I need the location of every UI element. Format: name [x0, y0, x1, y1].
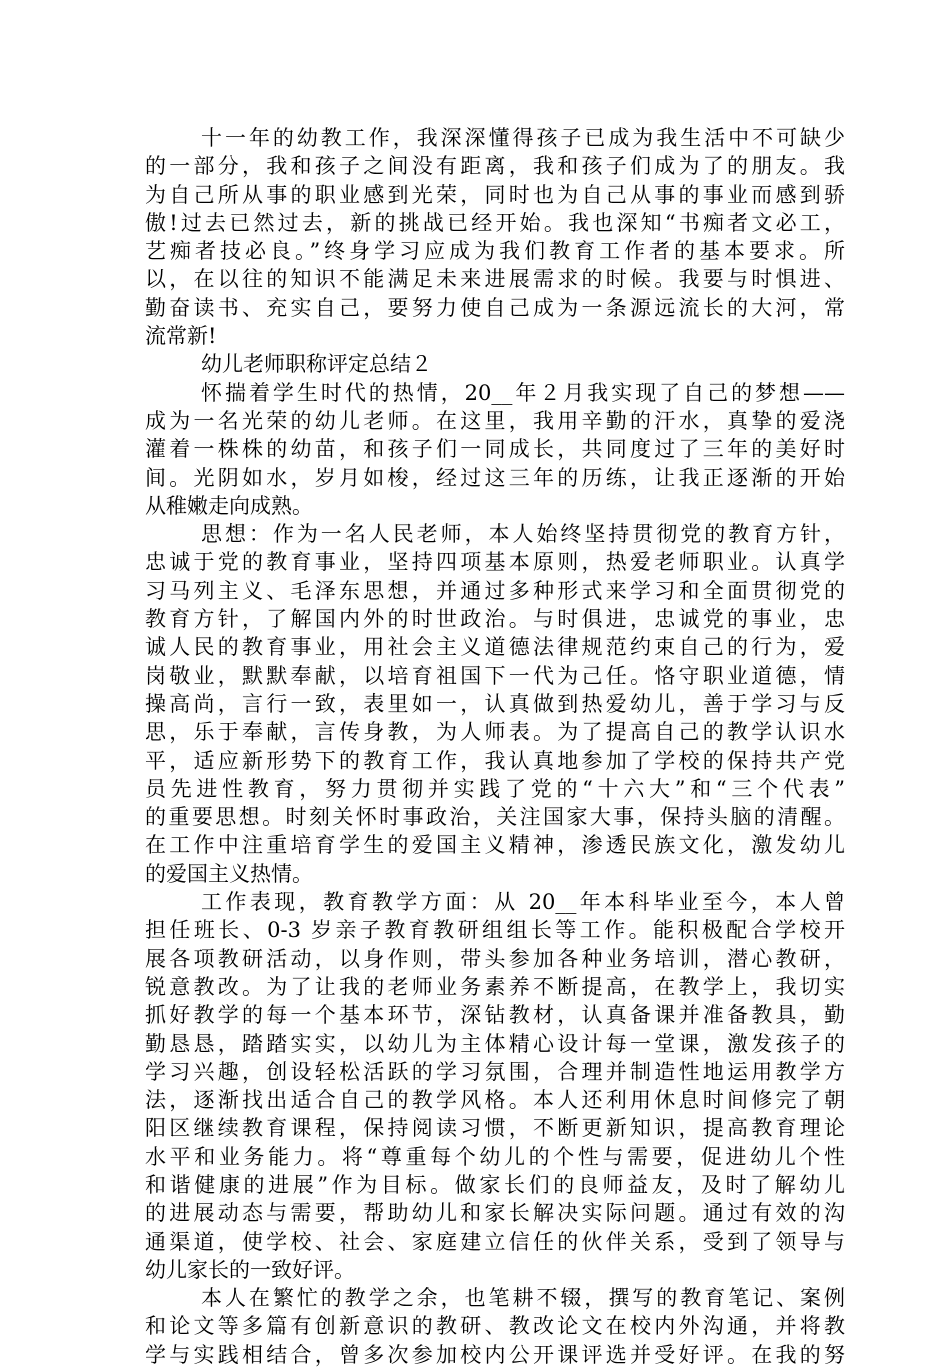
text-line: 和谐健康的进展”作为目标。做家长们的良师益友，及时了解幼儿 — [145, 1172, 845, 1197]
text-line: 怀揣着学生时代的热情，20__年２月我实现了自己的梦想—— — [201, 380, 845, 405]
text-line: 和论文等多篇有创新意识的教研、教改论文在校内外沟通，并将教 — [145, 1314, 845, 1339]
text-line: 的爱国主义热情。 — [145, 861, 313, 886]
text-line: 展各项教研活动，以身作则，带头参加各种业务培训，潜心教研， — [145, 946, 845, 971]
text-line: 灌着一株株的幼苗，和孩子们一同成长，共同度过了三年的美好时 — [145, 437, 845, 462]
document-body — [145, 124, 845, 1369]
text-line: 忠诚于党的教育事业，坚持四项基本原则，热爱老师职业。认真学 — [145, 550, 845, 575]
text-line: 在工作中注重培育学生的爱国主义精神，渗透民族文化，激发幼儿 — [145, 833, 845, 858]
text-line: 担任班长、0-3 岁亲子教育教研组组长等工作。能积极配合学校开 — [145, 918, 845, 943]
text-line: 阳区继续教育课程，保持阅读习惯，不断更新知识，提高教育理论 — [145, 1116, 845, 1141]
text-line: 诚人民的教育事业，用社会主义道德法律规范约束自己的行为，爱 — [145, 635, 845, 660]
text-line: 员先进性教育，努力贯彻并实践了党的“十六大”和“三个代表” — [145, 776, 845, 801]
text-line: 岗敬业，默默奉献，以培育祖国下一代为己任。恪守职业道德，情 — [145, 663, 845, 688]
text-line: 教育方针，了解国内外的时世政治。与时俱进，忠诚党的事业，忠 — [145, 607, 845, 632]
text-line: 以，在以往的知识不能满足未来进展需求的时候。我要与时惧进、 — [145, 267, 845, 292]
text-line: 的进展动态与需要，帮助幼儿和家长解决实际问题。通过有效的沟 — [145, 1201, 845, 1226]
text-line: 勤恳恳，踏踏实实，以幼儿为主体精心设计每一堂课，激发孩子的 — [145, 1031, 845, 1056]
text-line: 流常新! — [145, 324, 217, 349]
text-line: 抓好教学的每一个基本环节，深钻教材，认真备课并准备教具，勤 — [145, 1003, 845, 1028]
text-line: 法，逐渐找出适合自己的教学风格。本人还利用休息时间修完了朝 — [145, 1088, 845, 1113]
text-line: 十一年的幼教工作，我深深懂得孩子已成为我生活中不可缺少 — [201, 126, 845, 150]
text-line: 锐意教改。为了让我的老师业务素养不断提高，在教学上，我切实 — [145, 974, 845, 999]
text-line: 习马列主义、毛泽东思想，并通过多种形式来学习和全面贯彻党的 — [145, 578, 845, 603]
text-line: 本人在繁忙的教学之余，也笔耕不辍，撰写的教育笔记、案例 — [201, 1286, 845, 1311]
text-line: 成为一名光荣的幼儿老师。在这里，我用辛勤的汗水，真挚的爱浇 — [145, 408, 845, 433]
text-line: 傲!过去已然过去，新的挑战已经开始。我也深知“书痴者文必工， — [145, 210, 845, 235]
text-line: 幼儿家长的一致好评。 — [145, 1257, 355, 1282]
text-line: 操高尚，言行一致，表里如一，认真做到热爱幼儿，善于学习与反 — [145, 691, 845, 716]
text-line: 平，适应新形势下的教育工作，我认真地参加了学校的保持共产党 — [145, 748, 845, 773]
text-line: 从稚嫩走向成熟。 — [145, 493, 313, 518]
text-line: 学与实践相结合，曾多次参加校内公开课评选并受好评。在我的努 — [145, 1342, 845, 1367]
text-line: 的重要思想。时刻关怀时事政治，关注国家大事，保持头脑的清醒。 — [145, 805, 845, 830]
text-line: 为自己所从事的职业感到光荣，同时也为自己从事的事业而感到骄 — [145, 182, 845, 207]
text-line: 学习兴趣，创设轻松活跃的学习氛围，合理并制造性地运用教学方 — [145, 1059, 845, 1084]
text-line: 思，乐于奉献，言传身教，为人师表。为了提高自己的教学认识水 — [145, 720, 845, 745]
text-line: 水平和业务能力。将“尊重每个幼儿的个性与需要，促进幼儿个性 — [145, 1144, 845, 1169]
text-line: 艺痴者技必良。”终身学习应成为我们教育工作者的基本要求。所 — [145, 239, 845, 264]
text-line: 思想：作为一名人民老师，本人始终坚持贯彻党的教育方针， — [201, 522, 845, 547]
text-line: 工作表现，教育教学方面：从 20__年本科毕业至今，本人曾 — [201, 890, 845, 915]
text-line: 间。光阴如水，岁月如梭，经过这三年的历练，让我正逐渐的开始 — [145, 465, 845, 490]
text-line: 的一部分，我和孩子之间没有距离，我和孩子们成为了的朋友。我 — [145, 154, 845, 179]
text-line: 通渠道，使学校、社会、家庭建立信任的伙伴关系，受到了领导与 — [145, 1229, 845, 1254]
text-line: 幼儿老师职称评定总结２ — [201, 352, 432, 377]
text-line: 勤奋读书、充实自己，要努力使自己成为一条源远流长的大河，常 — [145, 295, 845, 320]
